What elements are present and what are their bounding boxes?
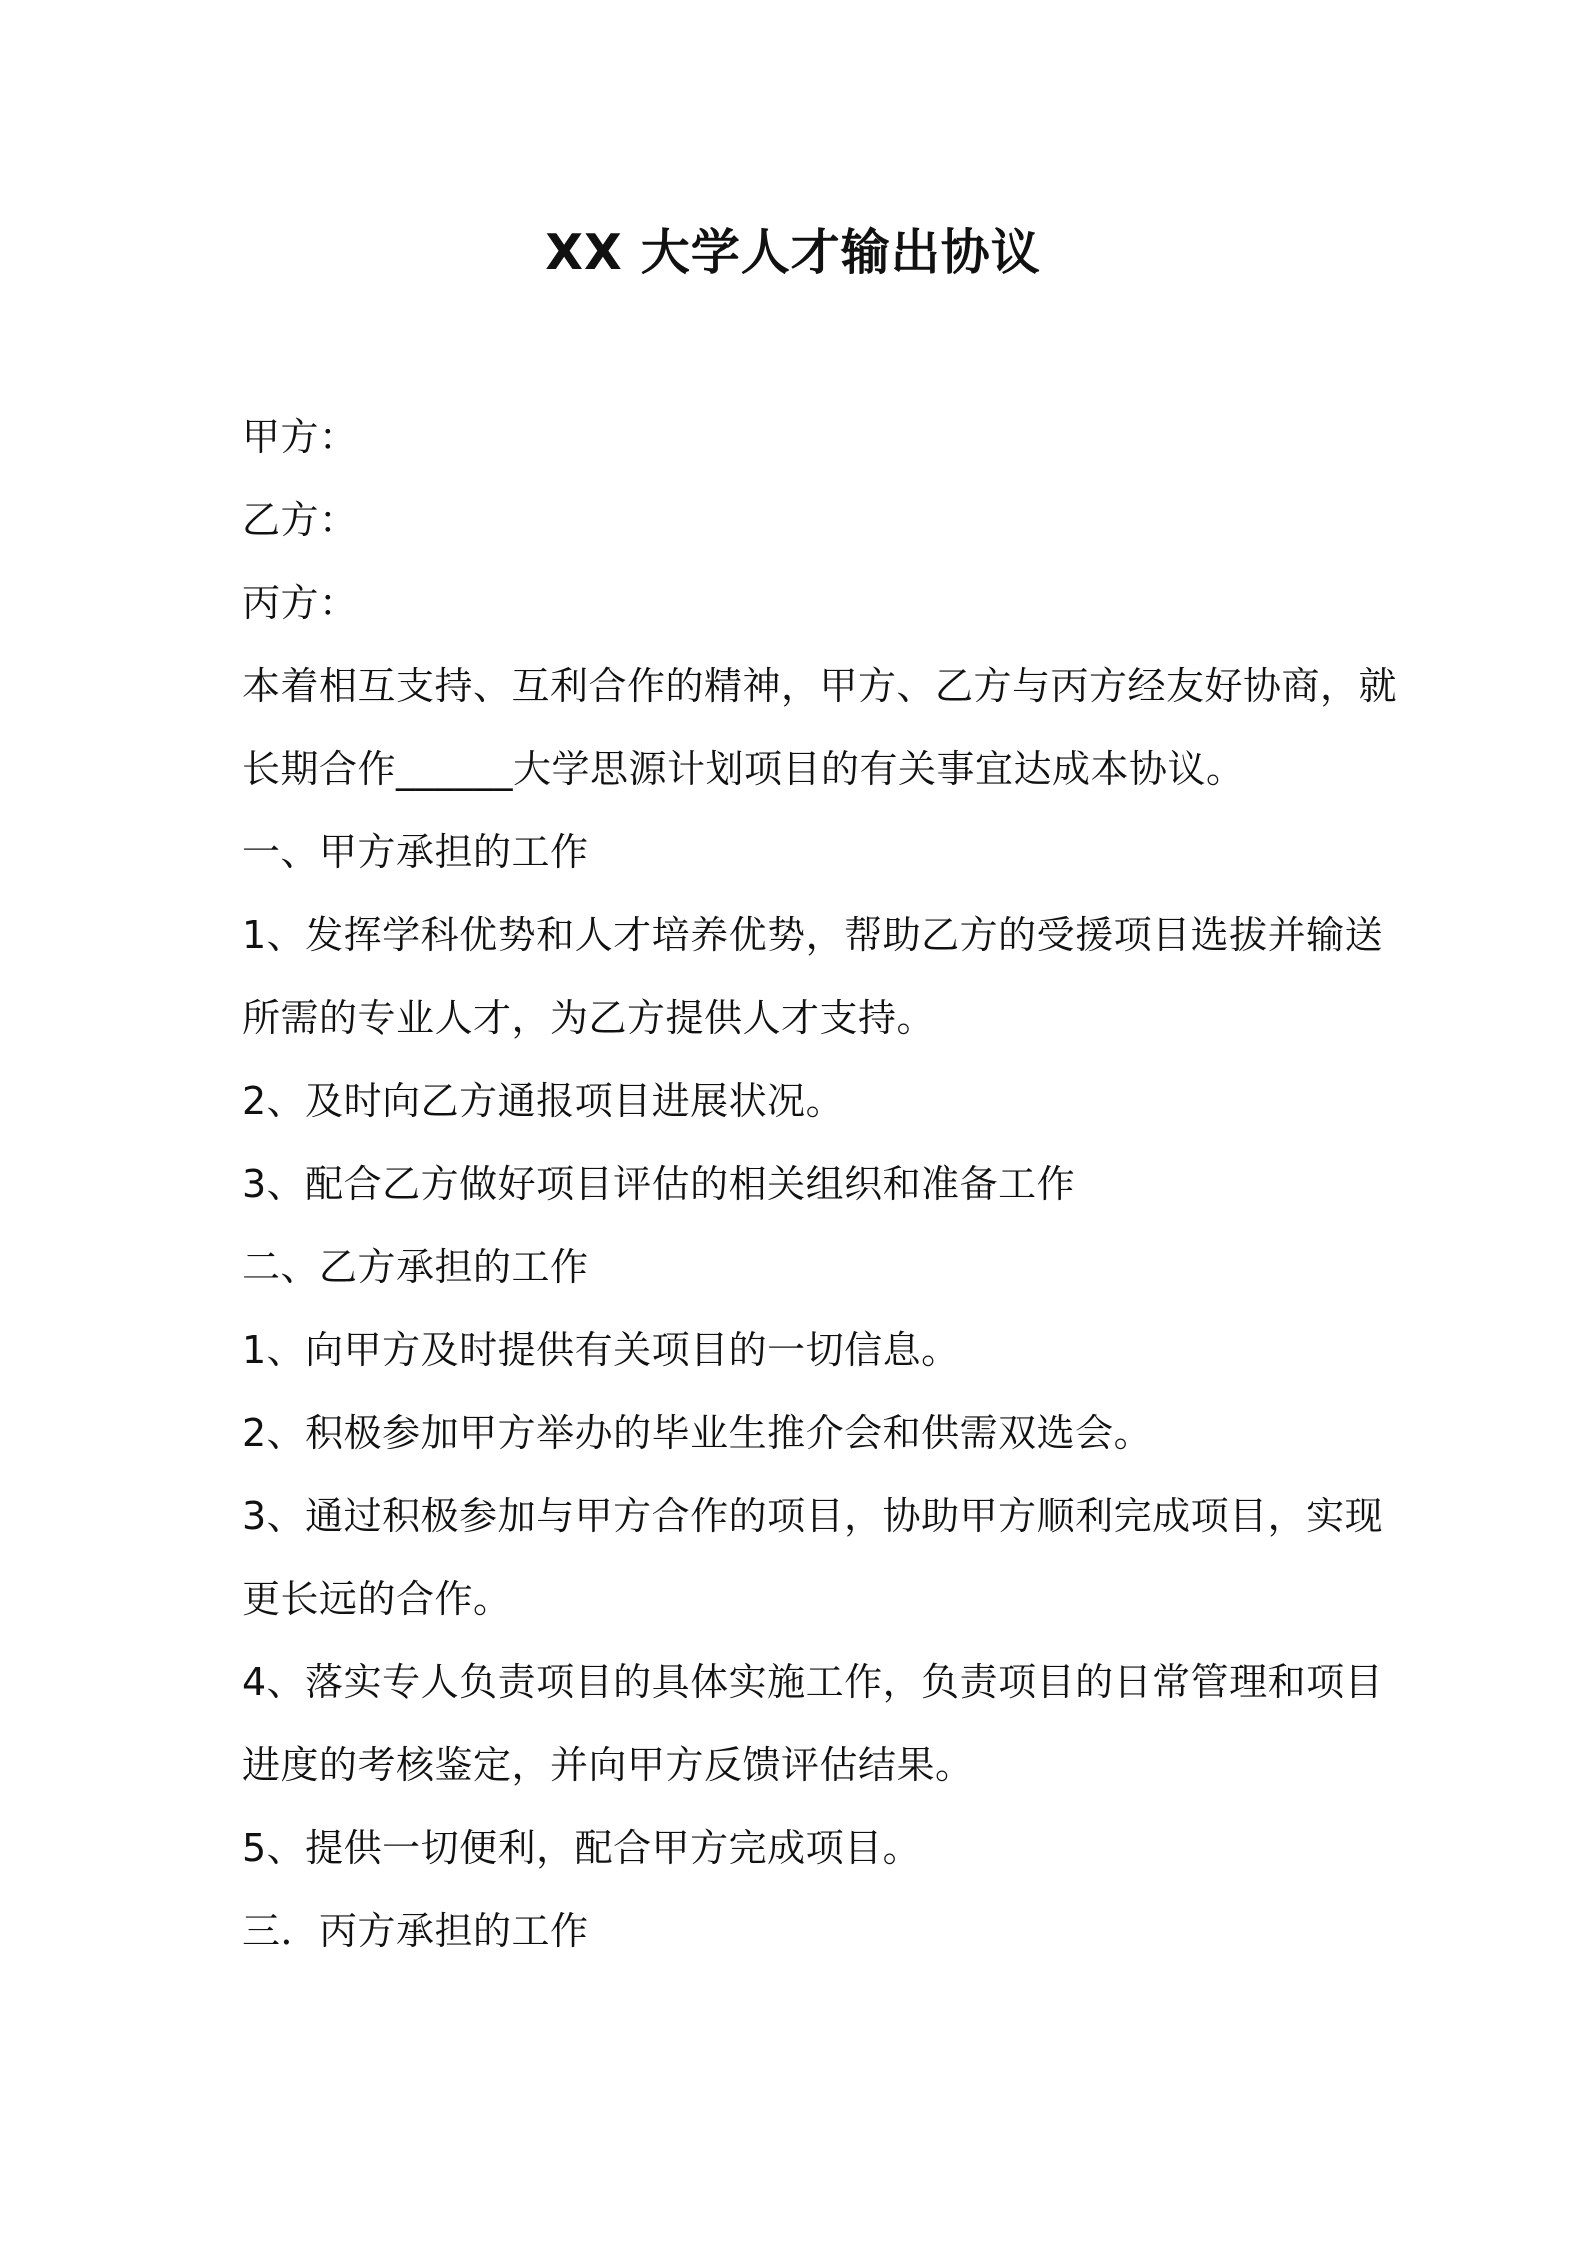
party-a-label: 甲方： xyxy=(242,415,358,459)
section-3-heading: 三．丙方承担的工作 xyxy=(242,1909,589,1953)
party-b-label: 乙方： xyxy=(242,498,358,542)
preamble-line-1: 本着相互支持、互利合作的精神，甲方、乙方与丙方经友好协商，就 xyxy=(242,664,1398,708)
section-2-item-3-line-2: 更长远的合作。 xyxy=(242,1577,512,1621)
section-2-item-1: 1、向甲方及时提供有关项目的一切信息。 xyxy=(242,1328,960,1372)
section-1-heading: 一、甲方承担的工作 xyxy=(242,830,589,874)
section-2-item-3-line-1: 3、通过积极参加与甲方合作的项目，协助甲方顺利完成项目，实现 xyxy=(242,1494,1384,1538)
document-title: XX 大学人才输出协议 xyxy=(545,224,1041,281)
section-1-item-1-line-2: 所需的专业人才，为乙方提供人才支持。 xyxy=(242,996,936,1040)
section-2-item-5: 5、提供一切便利，配合甲方完成项目。 xyxy=(242,1826,922,1870)
section-2-item-2: 2、积极参加甲方举办的毕业生推介会和供需双选会。 xyxy=(242,1411,1153,1455)
section-1-item-3: 3、配合乙方做好项目评估的相关组织和准备工作 xyxy=(242,1162,1076,1206)
section-2-item-4-line-1: 4、落实专人负责项目的具体实施工作，负责项目的日常管理和项目 xyxy=(242,1660,1384,1704)
section-2-item-4-line-2: 进度的考核鉴定，并向甲方反馈评估结果。 xyxy=(242,1743,974,1787)
section-2-heading: 二、乙方承担的工作 xyxy=(242,1245,589,1289)
section-1-item-2: 2、及时向乙方通报项目进展状况。 xyxy=(242,1079,845,1123)
section-1-item-1-line-1: 1、发挥学科优势和人才培养优势，帮助乙方的受援项目选拔并输送 xyxy=(242,913,1384,957)
preamble-line-2: 长期合作______大学思源计划项目的有关事宜达成本协议。 xyxy=(242,747,1245,791)
party-c-label: 丙方： xyxy=(242,581,358,625)
